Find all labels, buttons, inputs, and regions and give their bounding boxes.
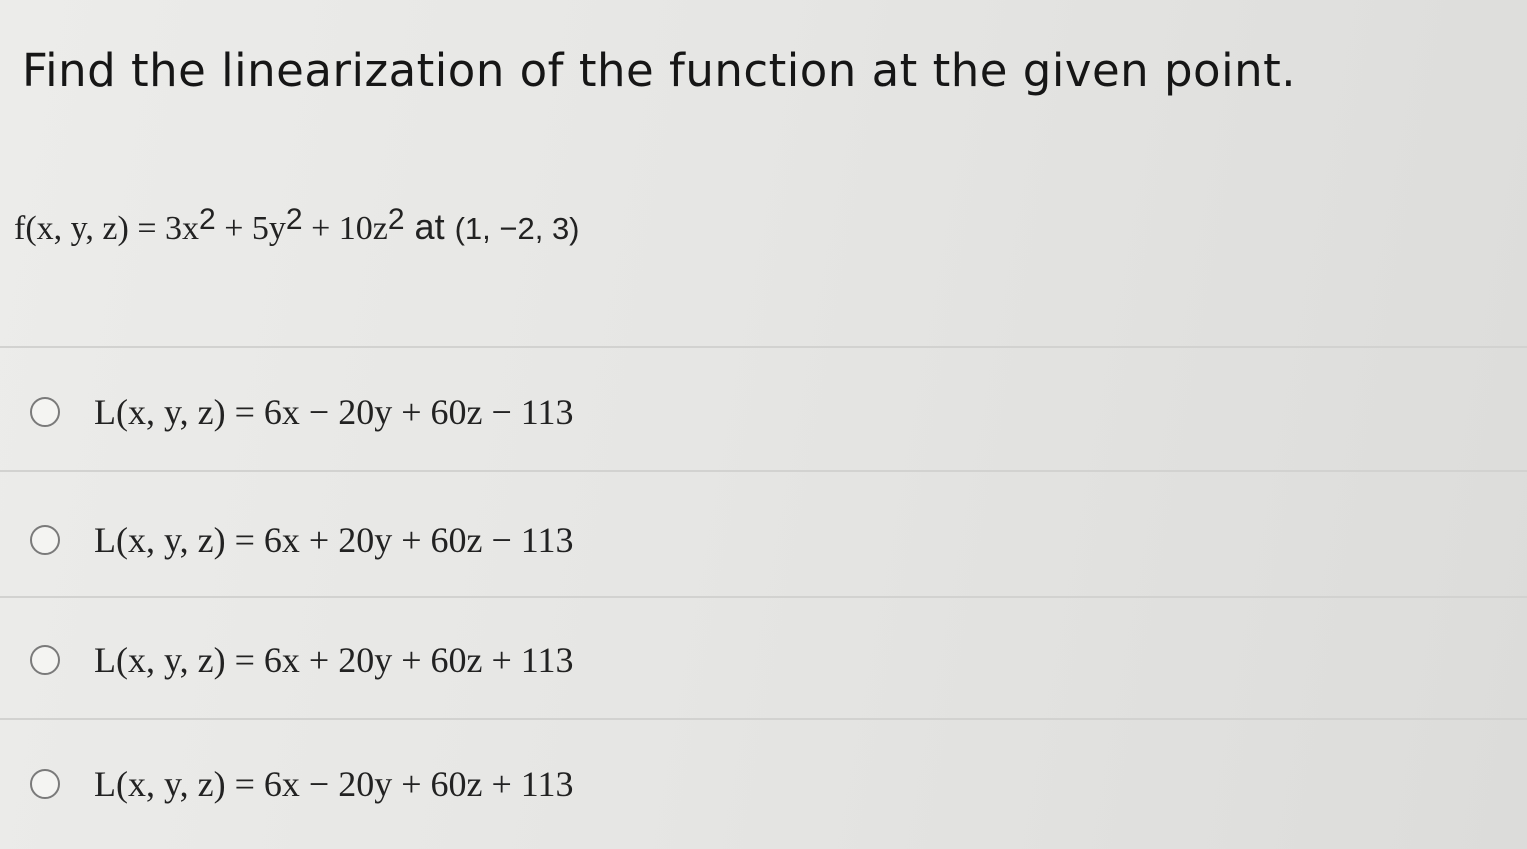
given-point: (1, −2, 3) — [454, 211, 580, 246]
radio-button-icon[interactable] — [30, 769, 60, 799]
answer-option-3[interactable] — [30, 630, 1510, 690]
function-expression — [14, 202, 580, 248]
option-label: L(x, y, z) = 6x + 20y + 60z + 113 — [94, 640, 574, 680]
divider — [0, 596, 1527, 598]
answer-option-4[interactable] — [30, 754, 1510, 814]
option-label: L(x, y, z) = 6x − 20y + 60z + 113 — [94, 764, 574, 804]
exponent-y: 2 — [285, 202, 303, 236]
radio-button-icon[interactable] — [30, 525, 60, 555]
question-title: Find the linearization of the function at the given point. — [22, 44, 1297, 97]
radio-button-icon[interactable] — [30, 397, 60, 427]
divider — [0, 346, 1527, 348]
divider — [0, 718, 1527, 720]
answer-option-2[interactable] — [30, 510, 1510, 570]
divider — [0, 470, 1527, 472]
option-label: L(x, y, z) = 6x − 20y + 60z − 113 — [94, 392, 574, 432]
radio-button-icon[interactable] — [30, 645, 60, 675]
option-label: L(x, y, z) = 6x + 20y + 60z − 113 — [94, 520, 574, 560]
exponent-x: 2 — [199, 202, 216, 236]
exponent-z: 2 — [387, 202, 405, 236]
function-lhs: f(x, y, z) = 3x — [14, 210, 200, 247]
function-term-y: + 5y — [215, 210, 286, 247]
answer-option-1[interactable] — [30, 382, 1510, 442]
at-text: at — [404, 206, 455, 247]
function-term-z: + 10z — [302, 210, 388, 247]
